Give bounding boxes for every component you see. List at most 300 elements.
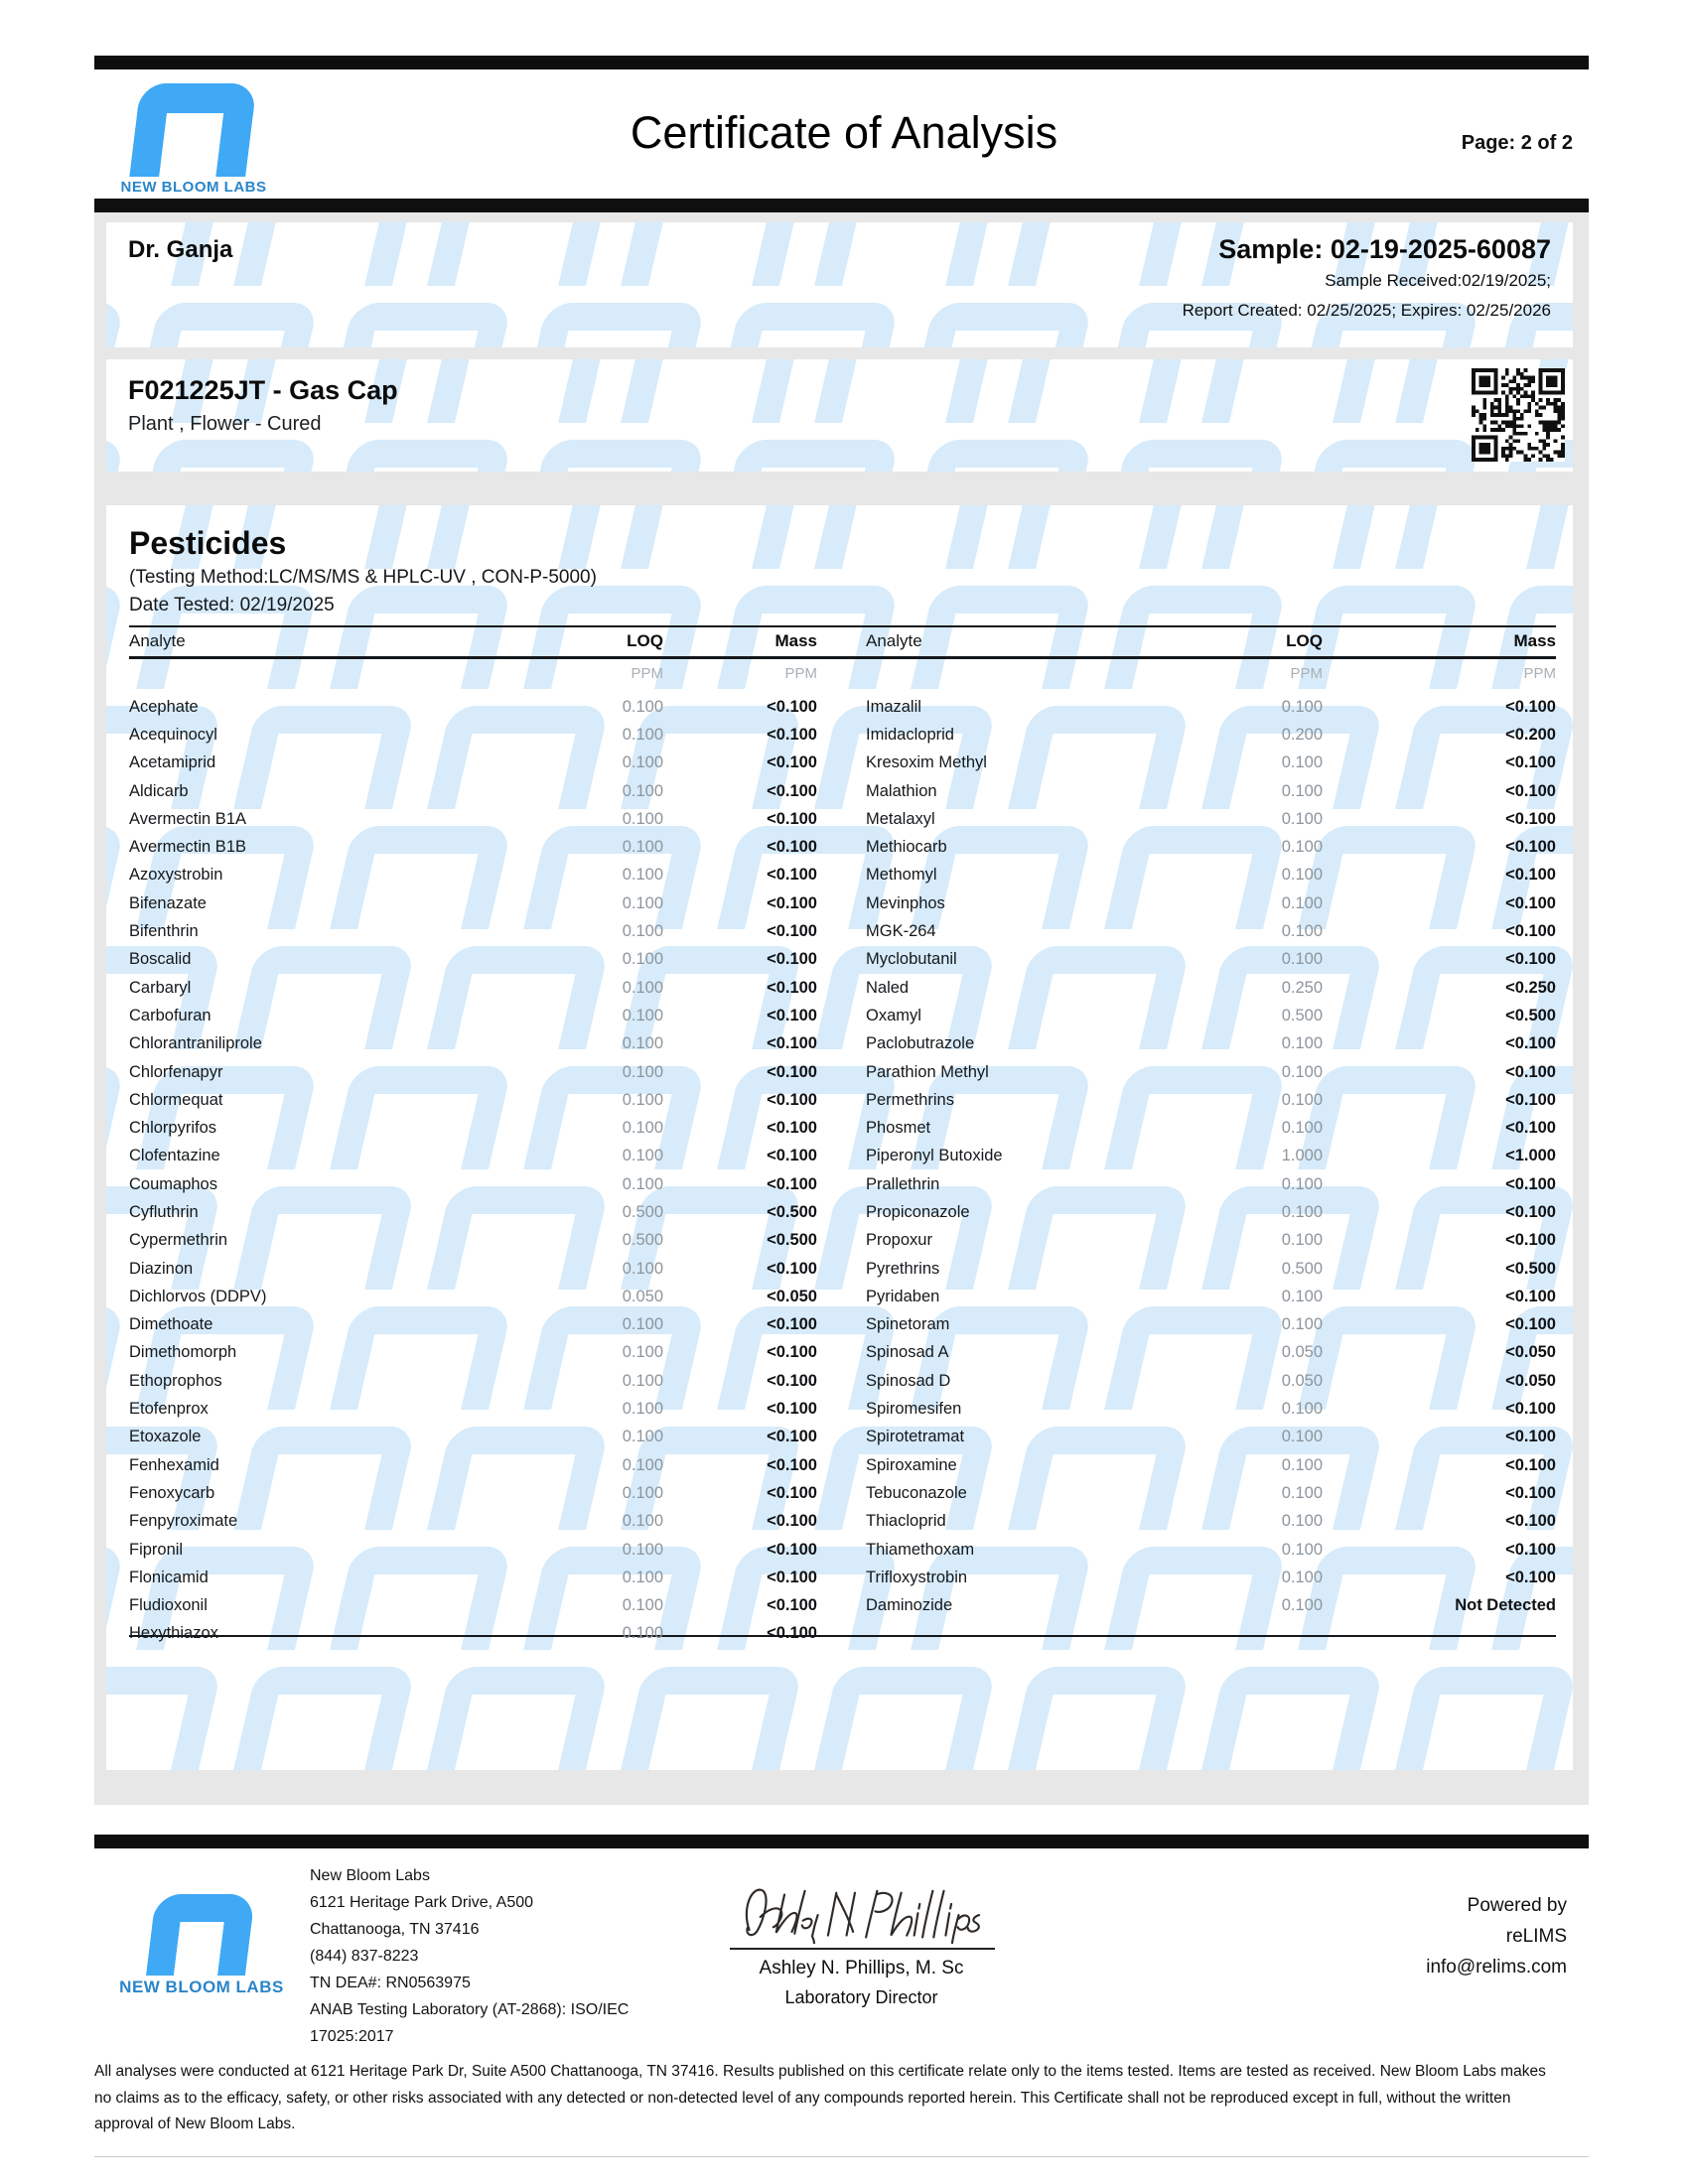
table-row	[866, 946, 1556, 974]
loq-cell: 0.100	[622, 1343, 663, 1362]
table-row	[866, 833, 1556, 861]
loq-cell: 0.100	[1281, 1540, 1323, 1559]
mass-cell: <0.100	[1505, 1400, 1556, 1419]
mass-cell: <0.100	[767, 1512, 817, 1531]
top-divider-bar	[94, 56, 1589, 69]
mass-cell: <0.100	[767, 1315, 817, 1334]
mass-cell: <0.100	[767, 950, 817, 969]
table-row	[129, 1283, 817, 1310]
loq-cell: 0.100	[1281, 1062, 1323, 1081]
analyte-cell: Trifloxystrobin	[866, 1568, 968, 1586]
loq-cell: 0.100	[622, 1596, 663, 1615]
client-info-panel	[106, 222, 1573, 347]
watermark-n-glyph	[1104, 440, 1287, 472]
sample-identity-panel	[106, 359, 1573, 472]
analyte-cell: Propiconazole	[866, 1202, 970, 1221]
watermark-n-glyph	[1008, 359, 1191, 423]
analyte-cell: Malathion	[866, 781, 937, 800]
table-row	[866, 1536, 1556, 1564]
watermark-n-glyph	[233, 222, 416, 286]
analyte-cell: Dimethoate	[129, 1315, 213, 1334]
mass-cell: <0.100	[767, 1428, 817, 1446]
table-header-row	[129, 631, 817, 651]
page-title: Certificate of Analysis	[630, 107, 1058, 158]
table-row	[866, 1508, 1556, 1536]
loq-cell: 0.500	[1281, 1259, 1323, 1278]
table-row	[129, 974, 817, 1002]
powered-by-label: Powered by	[1467, 1895, 1567, 1916]
analyte-cell: Fenoxycarb	[129, 1483, 215, 1502]
report-created-expires: Report Created: 02/25/2025; Expires: 02/25/2026	[1182, 301, 1551, 320]
footer-divider-bar	[94, 1835, 1589, 1848]
client-name: Dr. Ganja	[128, 236, 233, 263]
page-number-label: Page: 2 of 2	[1461, 132, 1573, 154]
powered-by-email: info@relims.com	[1426, 1957, 1567, 1978]
analyte-cell: Coumaphos	[129, 1174, 217, 1193]
loq-cell: 0.100	[622, 1034, 663, 1053]
sample-matrix: Plant , Flower - Cured	[128, 413, 322, 435]
watermark-n-glyph	[814, 222, 997, 286]
mass-cell: <0.200	[1505, 725, 1556, 744]
loq-cell: 0.100	[622, 893, 663, 912]
watermark-n-glyph	[621, 359, 803, 423]
analyte-cell: Ethoprophos	[129, 1371, 222, 1390]
mass-cell: <0.050	[1505, 1371, 1556, 1390]
loq-cell: 0.050	[1281, 1371, 1323, 1390]
watermark-n-glyph	[911, 303, 1093, 347]
analyte-cell: Diazinon	[129, 1259, 194, 1278]
pesticides-panel	[106, 505, 1573, 1770]
loq-cell: 0.100	[622, 1315, 663, 1334]
analyte-cell: Phosmet	[866, 1119, 931, 1138]
mass-cell: <0.100	[1505, 753, 1556, 772]
watermark-n-glyph	[911, 440, 1093, 472]
date-tested: Date Tested: 02/19/2025	[129, 595, 335, 615]
mass-cell: <0.100	[1505, 893, 1556, 912]
watermark-n-glyph	[523, 440, 706, 472]
table-row	[866, 1367, 1556, 1395]
table-row	[866, 917, 1556, 945]
table-row	[129, 833, 817, 861]
loq-cell: 0.100	[622, 1062, 663, 1081]
mass-cell: <0.100	[767, 866, 817, 885]
watermark-n-glyph	[621, 222, 803, 286]
mass-cell: <0.250	[1505, 978, 1556, 997]
unit-row	[129, 665, 817, 682]
loq-cell: 0.500	[622, 1202, 663, 1221]
analyte-cell: Carbaryl	[129, 978, 192, 997]
loq-cell: 1.000	[1281, 1147, 1323, 1165]
mass-cell: <0.100	[767, 1455, 817, 1474]
mass-cell: <0.100	[767, 697, 817, 716]
table-row	[866, 750, 1556, 777]
analyte-cell: Carbofuran	[129, 1006, 211, 1024]
loq-cell: 0.100	[1281, 1568, 1323, 1586]
analyte-cell: Spiromesifen	[866, 1400, 962, 1419]
analyte-cell: Spiroxamine	[866, 1455, 957, 1474]
mass-cell: <0.100	[767, 893, 817, 912]
watermark-n-glyph	[1298, 440, 1480, 472]
loq-cell: 0.100	[1281, 1596, 1323, 1615]
loq-cell: 0.100	[622, 697, 663, 716]
loq-cell: 0.100	[622, 781, 663, 800]
table-row	[129, 1311, 817, 1339]
mass-cell: <0.100	[767, 1568, 817, 1586]
table-row	[866, 1086, 1556, 1114]
mass-cell: <0.100	[1505, 809, 1556, 828]
table-row	[866, 1311, 1556, 1339]
table-row	[129, 1114, 817, 1142]
analyte-cell: Hexythiazox	[129, 1624, 218, 1643]
analyte-cell: Fipronil	[129, 1540, 184, 1559]
mass-unit: PPM	[784, 665, 817, 682]
mass-cell: <0.100	[1505, 1231, 1556, 1250]
table-rows	[129, 693, 817, 1648]
loq-cell: 0.100	[1281, 697, 1323, 716]
powered-by-block	[1192, 1890, 1567, 1982]
loq-unit: PPM	[631, 665, 663, 682]
watermark-n-glyph	[106, 303, 125, 347]
loq-cell: 0.100	[622, 1624, 663, 1643]
sample-code-name: F021225JT - Gas Cap	[128, 375, 398, 405]
mass-cell: <0.100	[1505, 1512, 1556, 1531]
analyte-cell: Boscalid	[129, 950, 192, 969]
analyte-cell: Clofentazine	[129, 1147, 220, 1165]
analyte-cell: Chlormequat	[129, 1090, 223, 1109]
loq-cell: 0.050	[1281, 1343, 1323, 1362]
analyte-cell: Spinetoram	[866, 1315, 950, 1334]
loq-cell: 0.100	[1281, 1483, 1323, 1502]
disclaimer-text: All analyses were conducted at 6121 Heritage Park Dr, Suite A500 Chattanooga, TN 37416. Results published on this certificate relate only to the items tested. Items are tested as received. New Bloom Labs makes no claims as to the efficacy, safety, or other risks associated with any detected or non-detected level of any compounds reported herein. This Certificate shall not be reproduced except in full, without the written approval of New Bloom Labs.	[94, 2063, 1546, 2132]
table-row	[866, 1114, 1556, 1142]
mass-cell: <0.100	[767, 753, 817, 772]
mass-cell: <0.100	[767, 1062, 817, 1081]
watermark-n-glyph	[523, 303, 706, 347]
table-row	[866, 862, 1556, 889]
analyte-cell: Fenhexamid	[129, 1455, 219, 1474]
table-row	[129, 862, 817, 889]
section-title: Pesticides	[129, 525, 287, 561]
mass-cell: <0.100	[1505, 838, 1556, 857]
watermark-n-glyph	[1008, 222, 1191, 286]
loq-cell: 0.100	[1281, 1428, 1323, 1446]
table-row	[129, 1030, 817, 1058]
sample-meta-block	[1183, 232, 1551, 326]
analyte-cell: Naled	[866, 978, 910, 997]
table-row	[129, 1086, 817, 1114]
table-row	[129, 1367, 817, 1395]
analyte-cell: Dimethomorph	[129, 1343, 237, 1362]
mass-cell: <0.100	[767, 1119, 817, 1138]
loq-cell: 0.100	[1281, 1287, 1323, 1305]
analyte-cell: Imazalil	[866, 697, 921, 716]
table-row	[129, 1451, 817, 1479]
analyte-cell: Cypermethrin	[129, 1231, 228, 1250]
table-row	[866, 1170, 1556, 1198]
table-row	[129, 1620, 817, 1648]
watermark-n-glyph	[330, 303, 512, 347]
table-row	[129, 1170, 817, 1198]
watermark-n-glyph	[136, 440, 319, 472]
analyte-cell: Imidacloprid	[866, 725, 954, 744]
analyte-cell: Prallethrin	[866, 1174, 940, 1193]
watermark-n-glyph	[427, 222, 610, 286]
mass-cell: <0.100	[767, 1596, 817, 1615]
mass-cell: <0.100	[767, 725, 817, 744]
mass-cell: <0.100	[1505, 950, 1556, 969]
watermark-n-glyph	[330, 440, 512, 472]
loq-cell: 0.100	[622, 809, 663, 828]
loq-cell: 0.100	[1281, 1090, 1323, 1109]
table-rows	[866, 693, 1556, 1620]
loq-cell: 0.100	[622, 1512, 663, 1531]
loq-cell: 0.100	[622, 1371, 663, 1390]
loq-cell: 0.100	[622, 838, 663, 857]
mass-cell: <0.100	[1505, 866, 1556, 885]
table-row	[129, 1592, 817, 1620]
brand-logo-text: NEW BLOOM LABS	[120, 179, 267, 196]
table-row	[866, 1451, 1556, 1479]
mass-cell: <0.100	[767, 1034, 817, 1053]
table-row	[866, 1002, 1556, 1029]
analyte-cell: Spirotetramat	[866, 1428, 965, 1446]
mass-cell: <0.100	[767, 781, 817, 800]
loq-cell: 0.100	[1281, 866, 1323, 885]
loq-cell: 0.100	[1281, 1231, 1323, 1250]
lab-name: New Bloom Labs	[310, 1867, 430, 1884]
analyte-cell: Methiocarb	[866, 838, 947, 857]
mass-cell: <0.100	[767, 1343, 817, 1362]
analyte-cell: Acequinocyl	[129, 725, 217, 744]
mass-cell: <0.100	[1505, 922, 1556, 941]
loq-cell: 0.200	[1281, 725, 1323, 744]
table-row	[129, 693, 817, 721]
table-row	[129, 1479, 817, 1507]
table-row	[129, 805, 817, 833]
loq-cell: 0.100	[622, 1147, 663, 1165]
mass-cell: <0.100	[767, 1624, 817, 1643]
col-loq: LOQ	[1286, 631, 1323, 650]
mass-cell: Not Detected	[1455, 1596, 1556, 1615]
table-row	[866, 1255, 1556, 1283]
analyte-cell: Oxamyl	[866, 1006, 921, 1024]
lab-dea: TN DEA#: RN0563975	[310, 1975, 471, 1991]
analyte-cell: Aldicarb	[129, 781, 189, 800]
table-row	[129, 777, 817, 805]
table-row	[129, 1564, 817, 1591]
mass-cell: <0.100	[767, 978, 817, 997]
loq-cell: 0.100	[1281, 893, 1323, 912]
table-row	[866, 721, 1556, 749]
qr-code-icon	[1472, 368, 1565, 462]
powered-by-brand: reLIMS	[1505, 1926, 1567, 1947]
mass-cell: <0.100	[1505, 1540, 1556, 1559]
mass-cell: <0.100	[767, 809, 817, 828]
table-row	[129, 750, 817, 777]
table-row	[866, 1395, 1556, 1423]
mass-cell: <0.100	[767, 922, 817, 941]
mass-cell: <0.500	[767, 1231, 817, 1250]
loq-cell: 0.100	[1281, 950, 1323, 969]
watermark-n-glyph	[717, 303, 900, 347]
table-row	[129, 1143, 817, 1170]
sample-id: Sample: 02-19-2025-60087	[1218, 234, 1551, 264]
loq-cell: 0.100	[622, 978, 663, 997]
analyte-cell: Spinosad D	[866, 1371, 951, 1390]
analyte-cell: MGK-264	[866, 922, 936, 941]
mass-cell: <0.100	[1505, 1287, 1556, 1305]
bottom-hairline	[94, 2156, 1589, 2157]
table-row	[129, 1536, 817, 1564]
table-row	[129, 1198, 817, 1226]
mass-cell: <0.050	[767, 1287, 817, 1305]
loq-cell: 0.100	[1281, 809, 1323, 828]
mass-cell: <0.100	[767, 1090, 817, 1109]
mass-cell: <0.100	[767, 1147, 817, 1165]
mass-cell: <0.100	[767, 1174, 817, 1193]
mass-cell: <0.100	[767, 1006, 817, 1024]
mass-cell: <0.100	[1505, 1428, 1556, 1446]
col-loq: LOQ	[627, 631, 663, 650]
mass-cell: <0.500	[1505, 1006, 1556, 1024]
table-row	[129, 1002, 817, 1029]
loq-cell: 0.100	[622, 950, 663, 969]
loq-cell: 0.250	[1281, 978, 1323, 997]
analyte-cell: Thiacloprid	[866, 1512, 946, 1531]
signatory-name: Ashley N. Phillips, M. Sc	[759, 1958, 964, 1979]
table-row	[866, 889, 1556, 917]
signatory-title: Laboratory Director	[784, 1987, 938, 2007]
table-row	[866, 1592, 1556, 1620]
table-row	[129, 889, 817, 917]
mass-cell: <0.100	[1505, 1119, 1556, 1138]
lab-street: 6121 Heritage Park Drive, A500	[310, 1894, 534, 1911]
watermark-n-glyph	[136, 303, 319, 347]
loq-cell: 0.100	[622, 1568, 663, 1586]
loq-cell: 0.100	[1281, 922, 1323, 941]
loq-cell: 0.100	[1281, 753, 1323, 772]
mass-cell: <0.100	[1505, 1202, 1556, 1221]
analyte-cell: Avermectin B1A	[129, 809, 246, 828]
analyte-cell: Acetamiprid	[129, 753, 216, 772]
loq-cell: 0.100	[622, 1119, 663, 1138]
loq-unit: PPM	[1290, 665, 1323, 682]
analyte-cell: Tebuconazole	[866, 1483, 967, 1502]
analyte-cell: Mevinphos	[866, 893, 945, 912]
table-row	[866, 1424, 1556, 1451]
mass-cell: <0.100	[767, 1371, 817, 1390]
analyte-cell: Pyrethrins	[866, 1259, 940, 1278]
handwritten-signature-icon	[730, 1874, 993, 1944]
table-row	[129, 1255, 817, 1283]
loq-cell: 0.100	[622, 1259, 663, 1278]
table-row	[866, 805, 1556, 833]
mass-cell: <0.100	[1505, 697, 1556, 716]
analyte-cell: Cyfluthrin	[129, 1202, 199, 1221]
table-row	[866, 1058, 1556, 1086]
table-row	[866, 1227, 1556, 1255]
loq-cell: 0.100	[622, 1400, 663, 1419]
loq-cell: 0.100	[622, 1455, 663, 1474]
analyte-cell: Azoxystrobin	[129, 866, 223, 885]
mass-cell: <0.100	[1505, 1174, 1556, 1193]
mass-cell: <0.100	[1505, 1483, 1556, 1502]
analyte-cell: Fludioxonil	[129, 1596, 208, 1615]
mass-cell: <0.100	[1505, 1034, 1556, 1053]
watermark-n-glyph	[106, 440, 125, 472]
brand-logo-text: NEW BLOOM LABS	[119, 1978, 284, 1996]
table-row	[866, 974, 1556, 1002]
loq-cell: 0.100	[1281, 1315, 1323, 1334]
table-row	[129, 1395, 817, 1423]
lab-iso: 17025:2017	[310, 2028, 394, 2045]
mass-cell: <0.100	[1505, 1315, 1556, 1334]
mass-cell: <0.100	[767, 1259, 817, 1278]
mass-cell: <0.100	[1505, 1568, 1556, 1586]
mass-cell: <0.500	[1505, 1259, 1556, 1278]
results-table-right	[866, 631, 1556, 1620]
loq-cell: 0.050	[622, 1287, 663, 1305]
sample-received-date: Sample Received:02/19/2025;	[1325, 271, 1551, 290]
signature-underline	[730, 1948, 995, 1950]
loq-cell: 0.500	[1281, 1006, 1323, 1024]
loq-cell: 0.100	[622, 1090, 663, 1109]
table-row	[866, 1143, 1556, 1170]
table-row	[866, 693, 1556, 721]
table-row	[866, 1198, 1556, 1226]
testing-method: (Testing Method:LC/MS/MS & HPLC-UV , CON-P-5000)	[129, 567, 597, 588]
loq-cell: 0.100	[622, 1428, 663, 1446]
table-row	[866, 777, 1556, 805]
mass-cell: <0.100	[767, 1483, 817, 1502]
col-mass: Mass	[774, 631, 817, 650]
table-row	[866, 1030, 1556, 1058]
mass-cell: <0.100	[767, 1540, 817, 1559]
header-divider-bar	[94, 199, 1589, 212]
col-mass: Mass	[1513, 631, 1556, 650]
table-row	[129, 721, 817, 749]
analyte-cell: Dichlorvos (DDPV)	[129, 1287, 267, 1305]
loq-cell: 0.100	[622, 725, 663, 744]
lab-address-block	[310, 1862, 629, 2050]
mass-unit: PPM	[1523, 665, 1556, 682]
table-row	[129, 1339, 817, 1367]
analyte-cell: Myclobutanil	[866, 950, 957, 969]
lab-accreditation: ANAB Testing Laboratory (AT-2868): ISO/IEC	[310, 2001, 630, 2018]
analyte-cell: Daminozide	[866, 1596, 953, 1615]
mass-cell: <0.100	[767, 838, 817, 857]
loq-cell: 0.100	[622, 922, 663, 941]
watermark-n-glyph	[1201, 359, 1384, 423]
mass-cell: <0.100	[1505, 1062, 1556, 1081]
table-row	[866, 1283, 1556, 1310]
analyte-cell: Fenpyroximate	[129, 1512, 238, 1531]
loq-cell: 0.100	[1281, 1202, 1323, 1221]
analyte-cell: Chlorpyrifos	[129, 1119, 217, 1138]
watermark-n-glyph	[717, 440, 900, 472]
analyte-cell: Chlorantraniliprole	[129, 1034, 262, 1053]
lab-city: Chattanooga, TN 37416	[310, 1921, 480, 1938]
analyte-cell: Etoxazole	[129, 1428, 202, 1446]
watermark-n-glyph	[814, 359, 997, 423]
col-analyte: Analyte	[866, 631, 922, 650]
analyte-cell: Bifenthrin	[129, 922, 199, 941]
loq-cell: 0.100	[622, 866, 663, 885]
analyte-cell: Methomyl	[866, 866, 937, 885]
loq-cell: 0.100	[1281, 1400, 1323, 1419]
mass-cell: <0.100	[1505, 1455, 1556, 1474]
analyte-cell: Parathion Methyl	[866, 1062, 989, 1081]
